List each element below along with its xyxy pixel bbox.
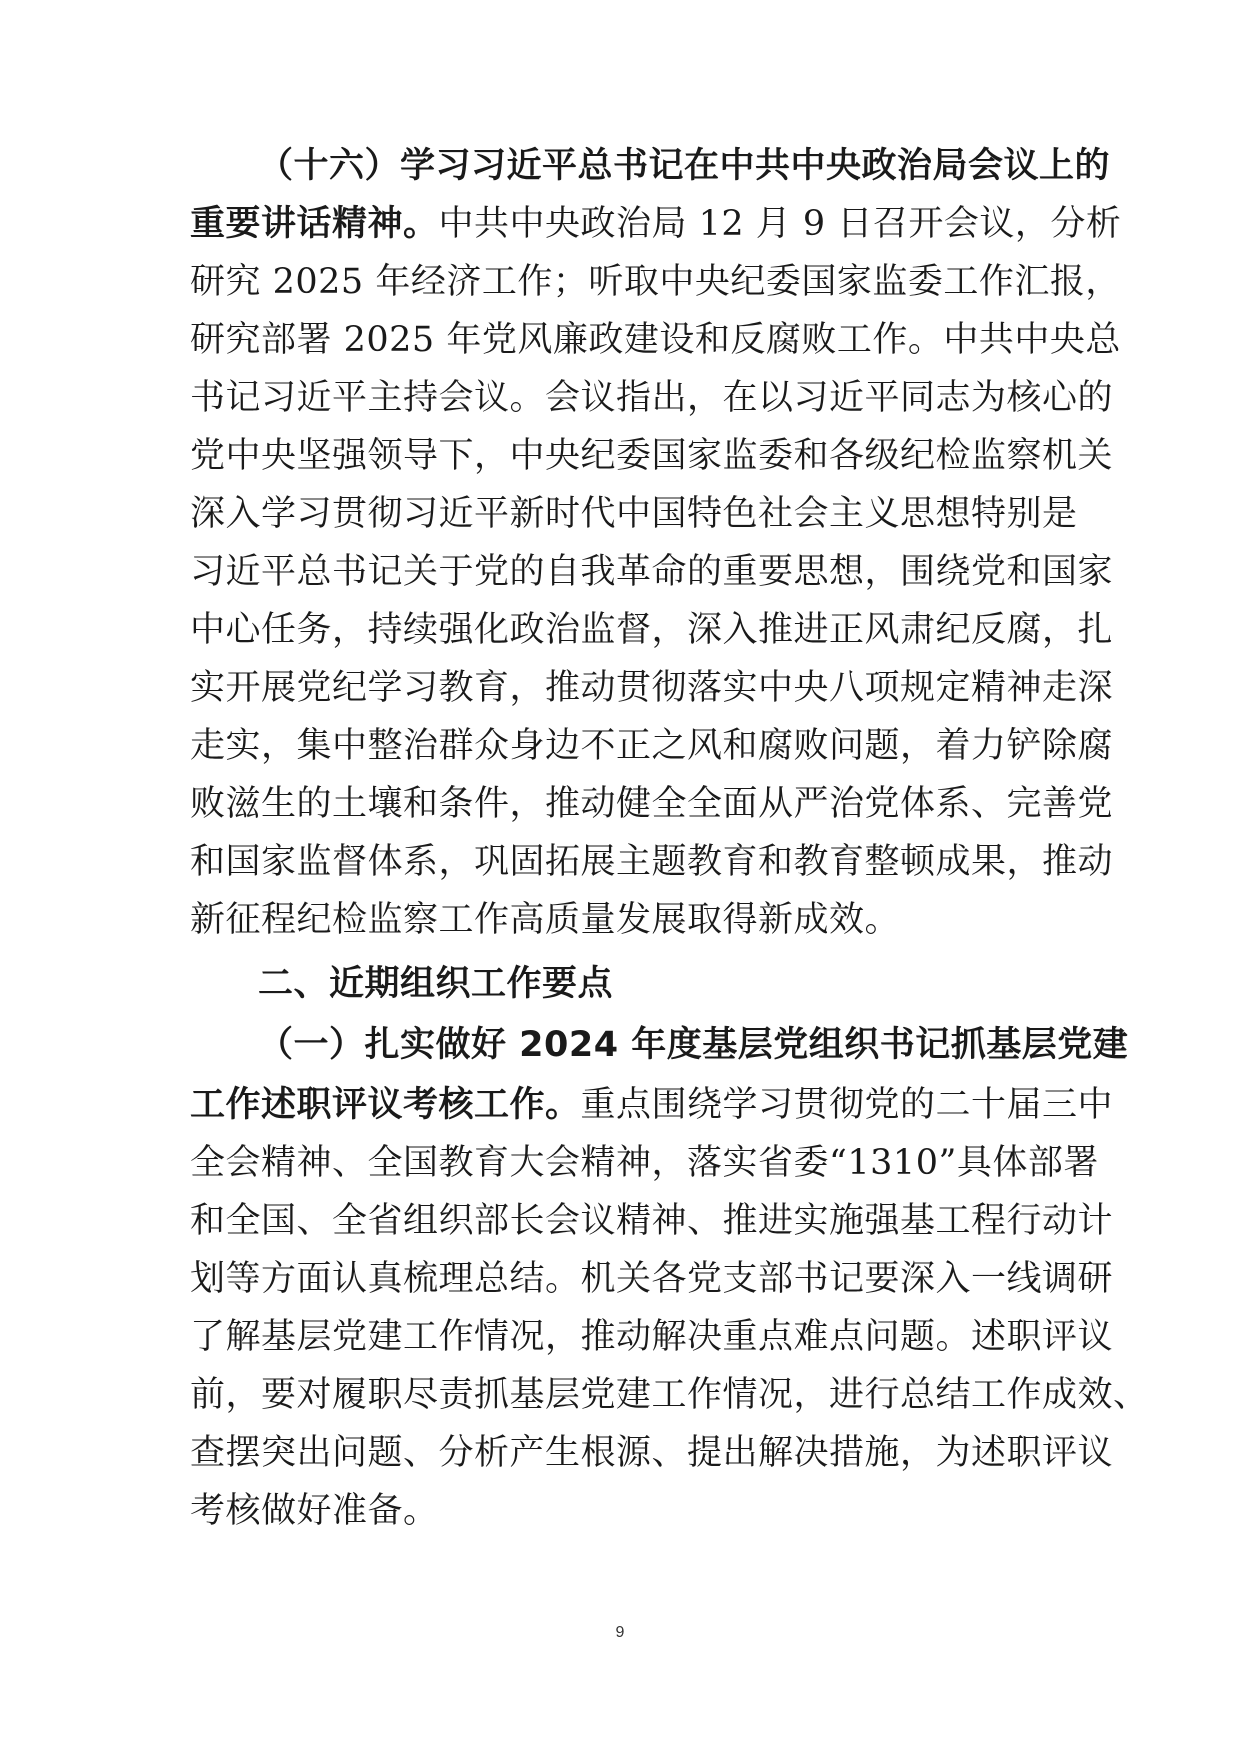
section-1-line-1 xyxy=(190,1076,1114,1134)
section-1-heading: （一）扎实做好 2024 年度基层党组织书记抓基层党建 xyxy=(258,1025,1129,1065)
section-16-line-3: 研究部署 2025 年党风廉政建设和反腐败工作。中共中央总 xyxy=(190,320,1121,360)
section-16-heading: （十六）学习习近平总书记在中共中央政治局会议上的 xyxy=(258,146,1111,186)
section-16-heading-line xyxy=(258,137,1111,195)
part-2-heading: 二、近期组织工作要点 xyxy=(258,964,614,1004)
section-16-line-11: 败滋生的土壤和条件，推动健全全面从严治党体系、完善党 xyxy=(190,784,1114,824)
section-16-line-7: 习近平总书记关于党的自我革命的重要思想，围绕党和国家 xyxy=(190,552,1114,592)
section-1-line-7: 查摆突出问题、分析产生根源、提出解决措施，为述职评议 xyxy=(190,1433,1114,1473)
section-16-line-6: 深入学习贯彻习近平新时代中国特色社会主义思想特别是 xyxy=(190,494,1078,534)
section-16-heading-cont: 重要讲话精神。 xyxy=(190,204,439,244)
section-16-line-9: 实开展党纪学习教育，推动贯彻落实中央八项规定精神走深 xyxy=(190,668,1114,708)
section-16-line-13: 新征程纪检监察工作高质量发展取得新成效。 xyxy=(190,900,901,940)
section-16-line-10: 走实，集中整治群众身边不正之风和腐败问题，着力铲除腐 xyxy=(190,726,1114,766)
part-2-heading-line xyxy=(258,955,1070,1013)
section-16-line-4: 书记习近平主持会议。会议指出，在以习近平同志为核心的 xyxy=(190,378,1114,418)
section-1-line-6: 前，要对履职尽责抓基层党建工作情况，进行总结工作成效、 xyxy=(190,1375,1149,1415)
section-1-line-3: 和全国、全省组织部长会议精神、推进实施强基工程行动计 xyxy=(190,1201,1114,1241)
section-16-line-8: 中心任务，持续强化政治监督，深入推进正风肃纪反腐，扎 xyxy=(190,610,1114,650)
section-1-line-2: 全会精神、全国教育大会精神，落实省委“1310”具体部署 xyxy=(190,1143,1099,1183)
section-16-line-5: 党中央坚强领导下，中央纪委国家监委和各级纪检监察机关 xyxy=(190,436,1114,476)
section-1-line-8: 考核做好准备。 xyxy=(190,1491,439,1531)
section-1-heading-line xyxy=(258,1016,1129,1074)
section-1-heading-cont: 工作述职评议考核工作。 xyxy=(190,1085,581,1125)
section-16-line-2: 研究 2025 年经济工作；听取中央纪委国家监委工作汇报， xyxy=(190,262,1121,302)
section-16-line-1-text: 中共中央政治局 12 月 9 日召开会议，分析 xyxy=(438,204,1122,244)
section-1-line-4: 划等方面认真梳理总结。机关各党支部书记要深入一线调研 xyxy=(190,1259,1114,1299)
section-1-line-1-text: 重点围绕学习贯彻党的二十届三中 xyxy=(580,1085,1114,1125)
section-16-line-1 xyxy=(190,195,1122,253)
section-16-line-12: 和国家监督体系，巩固拓展主题教育和教育整顿成果，推动 xyxy=(190,842,1114,882)
page-number: 9 xyxy=(615,1624,625,1641)
section-1-line-5: 了解基层党建工作情况，推动解决重点难点问题。述职评议 xyxy=(190,1317,1114,1357)
